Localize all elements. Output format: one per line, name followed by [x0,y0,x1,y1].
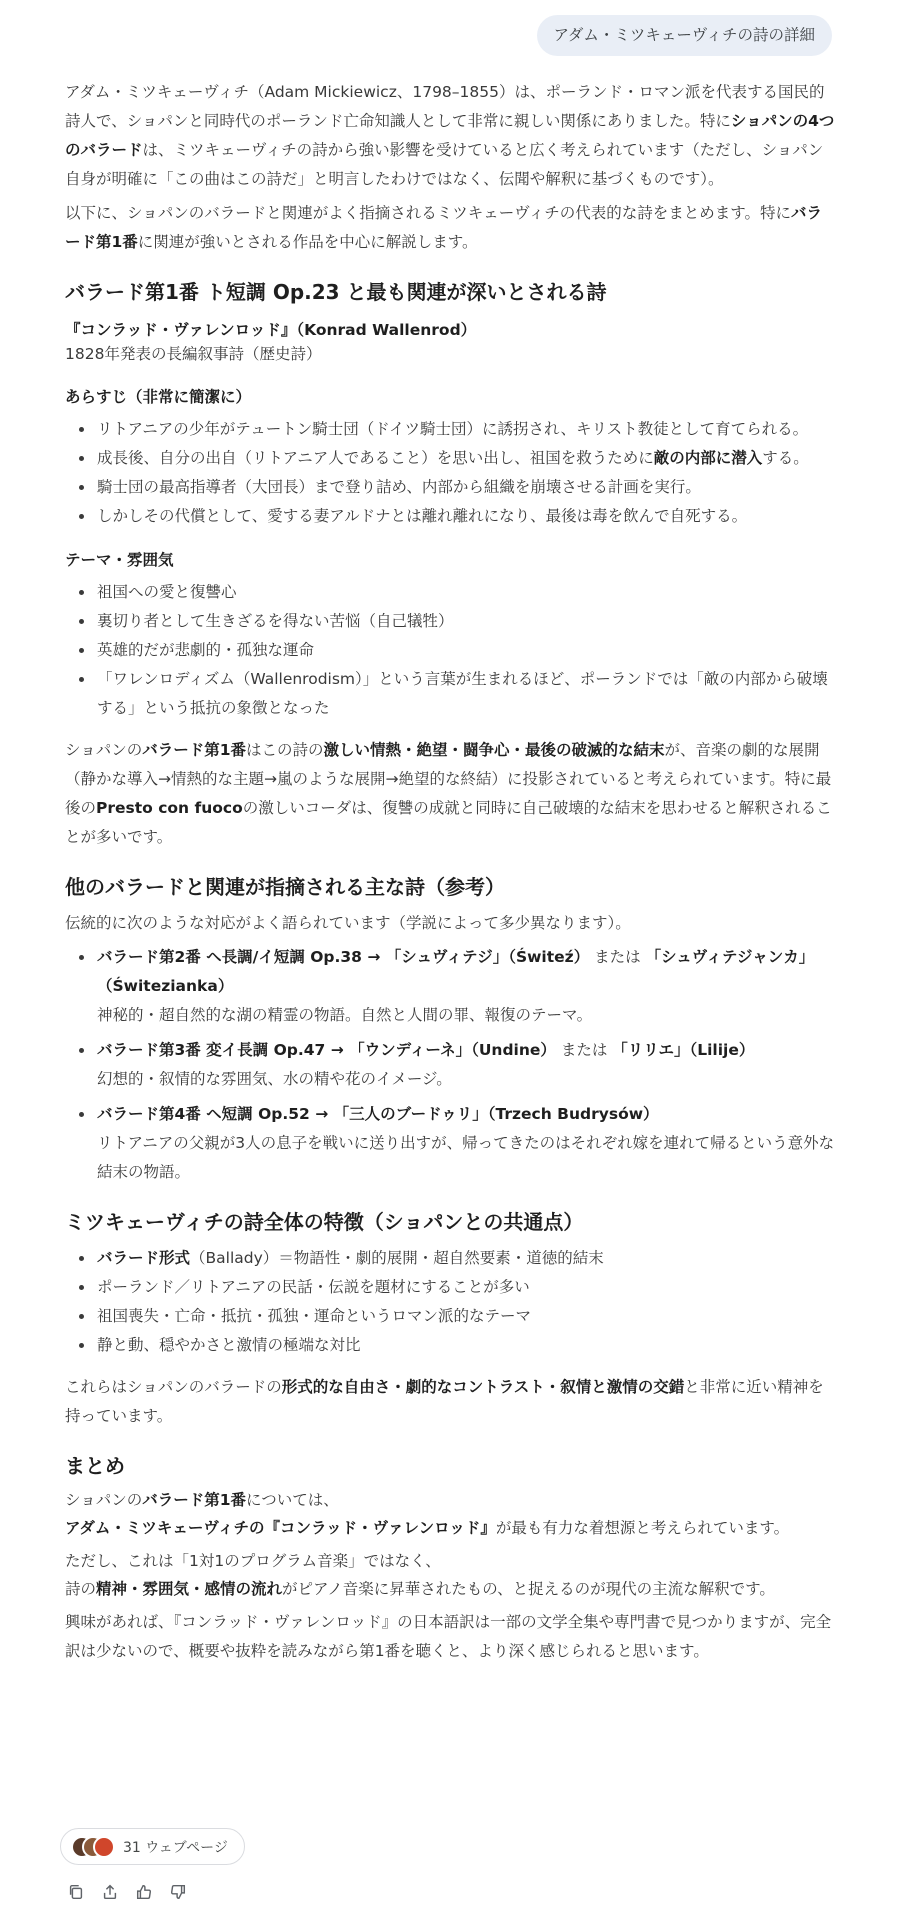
bold-text: バラード形式 [97,1249,191,1267]
list-item [65,636,835,665]
text-run: これらはショパンのバラードの [65,1378,282,1396]
summary-line [65,1486,835,1514]
summary-line [65,1514,835,1542]
bold-text: 形式的な自由さ・劇的なコントラスト・叙情と激情の交錯 [281,1378,685,1396]
summary-paragraph-2 [65,1547,835,1603]
bold-text: 激しい情熱・絶望・闘争心・最後の破滅的な結末 [323,741,665,759]
ballade-title [97,943,835,1001]
bold-text: バラード第4番 ヘ短調 Op.52 → 「三人のブードゥリ」（Trzech Budrysów） [97,1105,659,1123]
work-title: 『コンラッド・ヴァレンロッド』（Konrad Wallenrod） [65,321,477,339]
text-run: はこの詩の [246,741,324,759]
list-item [65,1302,835,1331]
list-item [65,473,835,502]
section3-heading: ミツキェーヴィチの詩全体の特徴（ショパンとの共通点） [65,1210,584,1234]
text-run: 「ワレンロディズム（Wallenrodism）」という言葉が生まれるほど、ポーランドでは「敵の内部から破壊する」という抵抗の象徴となった [97,670,828,717]
thumbs-up-icon[interactable] [134,1882,154,1902]
text-run: ショパンの [65,741,143,759]
sources-button[interactable] [60,1828,245,1865]
text-run: 騎士団の最高指導者（大団長）まで登り詰め、内部から組織を崩壊させる計画を実行。 [97,478,701,496]
text-run: の激しいコーダは、復讐の成就と同時に自己破壊的な結末を思わせると解釈されることが多いです。 [65,799,832,846]
bold-text: 精神・雰囲気・感情の流れ [96,1580,283,1598]
text-run: 裏切り者として生きざるを得ない苦悩（自己犠牲） [97,612,454,630]
ballade-title [97,1036,835,1065]
sources-label: 31 ウェブページ [123,1839,228,1856]
bold-text: バラード第1番 [142,1491,246,1509]
bold-text: バラード第1番 [65,204,823,251]
text-run: に関連が強いとされる作品を中心に解説します。 [137,233,478,251]
text-run: アダム・ミツキェーヴィチ（Adam Mickiewicz、1798–1855）は、ポーランド・ロマン派を代表する国民的詩人で、ショパンと同時代のポーランド亡命知識人として非常に親しい関係にありました。特に [65,83,825,130]
text-run: は、ミツキェーヴィチの詩から強い影響を受けていると広く考えられています（ただし、ショパン自身が明確に「この曲はこの詩だ」と明言したわけではなく、伝聞や解釈に基づくものです）。 [65,141,824,188]
text-run: 静と動、穏やかさと激情の極端な対比 [97,1336,361,1354]
synopsis-heading: あらすじ（非常に簡潔に） [65,388,252,406]
text-run: 成長後、自分の出自（リトアニア人であること）を思い出し、祖国を救うために [97,449,654,467]
list-item [65,607,835,636]
text-run: または [589,948,646,966]
bold-text: 敵の内部に潜入 [653,449,763,467]
text-run: しかしその代償として、愛する妻アルドナとは離れ離れになり、最後は毒を飲んで自死する。 [97,507,748,525]
theme-list [65,578,835,723]
text-run: 詩の [65,1580,97,1598]
section2-heading: 他のバラードと関連が指摘される主な詩（参考） [65,875,505,899]
list-item [65,1244,835,1273]
list-item [65,444,835,473]
text-run: については、 [246,1491,339,1509]
bold-text: Presto con fuoco [96,799,243,817]
user-query-bubble: アダム・ミツキェーヴィチの詩の詳細 [537,15,833,56]
text-run: （Ballady）＝物語性・劇的展開・超自然要素・道徳的結末 [190,1249,604,1267]
bold-text: アダム・ミツキェーヴィチの『コンラッド・ヴァレンロッド』 [65,1519,496,1537]
section2-lead: 伝統的に次のような対応がよく語られています（学説によって多少異なります）。 [65,914,631,932]
intro-paragraph-1 [65,78,835,194]
summary-heading: まとめ [65,1454,125,1478]
text-run: ただし、これは「1対1のプログラム音楽」ではなく、 [65,1552,441,1570]
text-run: 興味があれば、『コンラッド・ヴァレンロッド』の日本語訳は一部の文学全集や専門書で見つかりますが、完全訳は少ないので、概要や抜粋を読みながら第1番を聴くと、より深く感じられると思います。 [65,1613,832,1660]
text-run: 英雄的だが悲劇的・孤独な運命 [97,641,315,659]
bold-text: バラード第2番 ヘ長調/イ短調 Op.38 → 「シュヴィテジ」（Świteź） [97,948,590,966]
text-run: ショパンの [65,1491,143,1509]
synopsis-list [65,415,835,531]
ballade-title [97,1100,835,1129]
section1-closing [65,736,835,852]
summary-paragraph-1 [65,1486,835,1542]
share-icon[interactable] [100,1882,120,1902]
bold-text: 「リリエ」（Lilije） [612,1041,755,1059]
assistant-response [65,78,835,1671]
copy-icon[interactable] [66,1882,86,1902]
ballade-item [65,1036,835,1094]
text-run: 以下に、ショパンのバラードと関連がよく指摘されるミツキェーヴィチの代表的な詩をまとめます。特に [65,204,792,222]
list-item [65,415,835,444]
list-item [65,665,835,723]
list-item [65,1331,835,1360]
response-actions [66,1882,188,1902]
other-ballades-list [65,943,835,1187]
ballade-item [65,1100,835,1187]
text-run: が、音楽の劇的な展開（静かな導入→情熱的な主題→嵐のような展開→絶望的な終結）に投影されていると考えられています。特に最後の [65,741,832,817]
text-run: 祖国喪失・亡命・抵抗・孤独・運命というロマン派的なテーマ [97,1307,532,1325]
list-item [65,502,835,531]
bold-text: バラード第3番 変イ長調 Op.47 → 「ウンディーネ」（Undine） [97,1041,556,1059]
intro-paragraph-2 [65,199,835,257]
text-run: リトアニアの少年がテュートン騎士団（ドイツ騎士団）に誘拐され、キリスト教徒として育てられる。 [97,420,809,438]
ballade-item [65,943,835,1030]
text-run: がピアノ音楽に昇華されたもの、と捉えるのが現代の主流な解釈です。 [282,1580,775,1598]
text-run: 祖国への愛と復讐心 [97,583,237,601]
text-run: と非常に近い精神を持っています。 [65,1378,824,1425]
bold-text: ショパンの4つのバラード [65,112,835,159]
theme-heading: テーマ・雰囲気 [65,551,174,569]
bold-text: バラード第1番 [142,741,246,759]
features-list [65,1244,835,1360]
thumbs-down-icon[interactable] [168,1882,188,1902]
section1-heading: バラード第1番 ト短調 Op.23 と最も関連が深いとされる詩 [65,280,607,304]
list-item [65,578,835,607]
text-run: ポーランド／リトアニアの民話・伝説を題材にすることが多い [97,1278,530,1296]
text-run: する。 [762,449,809,467]
source-favicon-icon [93,1836,115,1858]
list-item [65,1273,835,1302]
summary-line [65,1575,835,1603]
bold-text: 「シュヴィテジャンカ」（Świtezianka） [97,948,815,995]
ballade-description: 幻想的・叙情的な雰囲気、水の精や花のイメージ。 [97,1070,452,1088]
text-run: または [555,1041,613,1059]
work-subtitle: 1828年発表の長編叙事詩（歴史詩） [65,345,322,363]
ballade-description: 神秘的・超自然的な湖の精霊の物語。自然と人間の罪、報復のテーマ。 [97,1006,593,1024]
ballade-description: リトアニアの父親が3人の息子を戦いに送り出すが、帰ってきたのはそれぞれ嫁を連れて帰るという意外な結末の物語。 [97,1134,835,1181]
summary-paragraph-3 [65,1608,835,1666]
summary-line [65,1547,835,1575]
text-run: が最も有力な着想源と考えられています。 [495,1519,790,1537]
source-favicons [71,1836,113,1858]
section3-closing [65,1373,835,1431]
